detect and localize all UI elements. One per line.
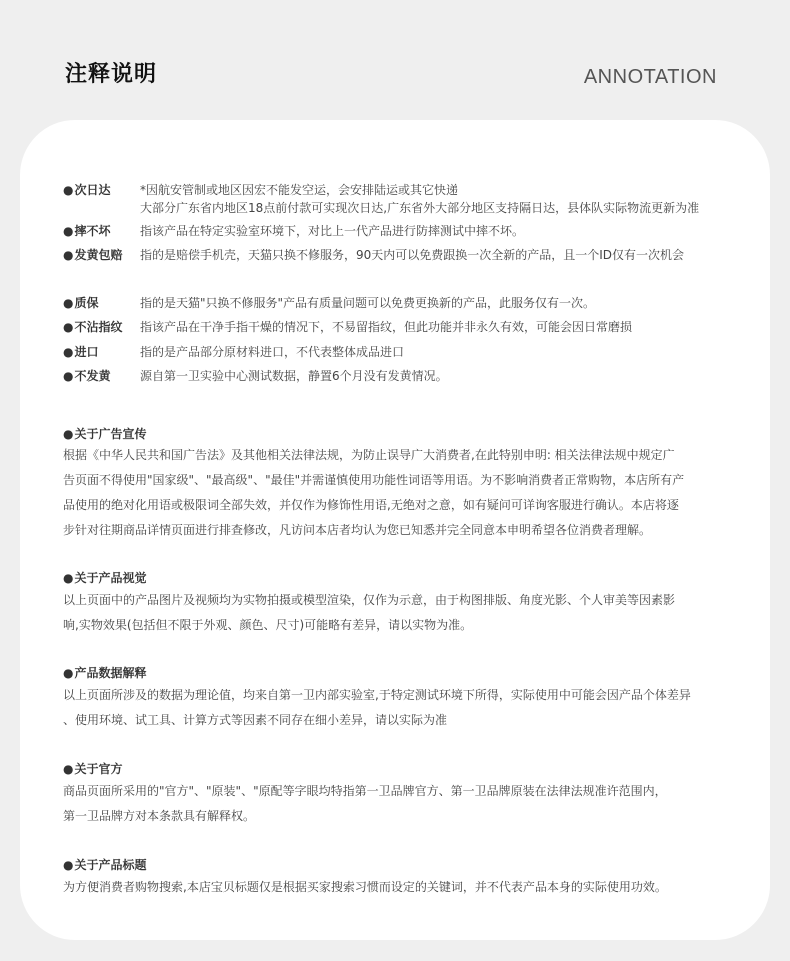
section-heading-visuals: ● 关于产品视觉 [63, 569, 147, 587]
term-imported [63, 343, 763, 361]
term-no-yellowing [63, 367, 763, 385]
section-body-official: 商品页面所采用的"官方"、"原装"、"原配等字眼均特指第一卫品牌官方、第一卫品牌原装在法律法规准许范围内， 第一卫品牌方对本条款具有解释权。 [63, 784, 667, 823]
section-body-product-title: 为方便消费者购物搜索,本店宝贝标题仅是根据买家搜索习惯而设定的关键词，并不代表产品本身的实际使用功效。 [63, 880, 667, 894]
section-heading-advertising: ● 关于广告宣传 [63, 425, 147, 443]
term-description: 指的是天猫"只换不修服务"产品有质量问题可以免费更换新的产品，此服务仅有一次。 [140, 296, 596, 310]
term-next-day-delivery [63, 181, 763, 217]
term-label: ● 摔不坏 [63, 222, 140, 240]
section-heading-product-title: ● 关于产品标题 [63, 856, 147, 874]
term-label: ● 质保 [63, 294, 140, 312]
term-label: ● 次日达 [63, 181, 140, 217]
term-label: ● 进口 [63, 343, 140, 361]
term-description: 指该产品在干净手指干燥的情况下，不易留指纹，但此功能并非永久有效，可能会因日常磨损 [140, 320, 633, 334]
term-description: *因航安管制或地区因宏不能发空运，会安排陆运或其它快递 大部分广东省内地区18点前付款可实现次日达,广东省外大部分地区支持隔日达，县体队实际物流更新为准 [140, 183, 700, 215]
section-body-data: 以上页面所涉及的数据为理论值，均来自第一卫内部实验室,于特定测试环境下所得，实际使用中可能会因产品个体差异 、使用环境、试工具、计算方式等因素不同存在细小差异，请以实际为准 [63, 688, 691, 727]
term-anti-fingerprint [63, 318, 763, 336]
term-label: ● 发黄包赔 [63, 246, 140, 264]
section-heading-official: ● 关于官方 [63, 760, 123, 778]
page-subtitle: ANNOTATION [583, 66, 717, 88]
page-title: 注释说明 [65, 62, 158, 87]
section-body-advertising: 根据《中华人民共和国广告法》及其他相关法律法规，为防止误导广大消费者,在此特别申明: 相关法律法规中规定广 告页面不得使用"国家级"、"最高级"、"最佳"并需谨慎使用功能性词语等用语。为不影响消费者正常购物，本店所有产 品使用的绝对化用语或极限词全部失效，并仅作为修饰性用语,无绝对之意，如有疑问可详询客服进行确认。本店将逐 步针对往期商品详情页面进行排查修改，凡访问本店者均认为您已知悉并完全同意本申明希望各位消费者理解。 [63, 448, 685, 537]
term-description: 指的是产品部分原材料进口，不代表整体成品进口 [140, 345, 405, 359]
term-description: 源自第一卫实验中心测试数据，静置6个月没有发黄情况。 [140, 369, 448, 383]
term-label: ● 不沾指纹 [63, 318, 140, 336]
term-drop-proof [63, 222, 763, 240]
term-description: 指该产品在特定实验室环境下，对比上一代产品进行防摔测试中摔不坏。 [140, 224, 525, 238]
section-body-visuals: 以上页面中的产品图片及视频均为实物拍摄或模型渲染，仅作为示意，由于构图排版、角度光影、个人审美等因素影 响,实物效果(包括但不限于外观、颜色、尺寸)可能略有差异，请以实物为准。 [63, 593, 676, 632]
term-yellowing-compensation [63, 246, 763, 264]
section-heading-data: ● 产品数据解释 [63, 664, 147, 682]
term-label: ● 不发黄 [63, 367, 140, 385]
term-description: 指的是赔偿手机壳，天猫只换不修服务，90天内可以免费跟换一次全新的产品，且一个ID仅有一次机会 [140, 248, 685, 262]
term-warranty [63, 294, 763, 312]
